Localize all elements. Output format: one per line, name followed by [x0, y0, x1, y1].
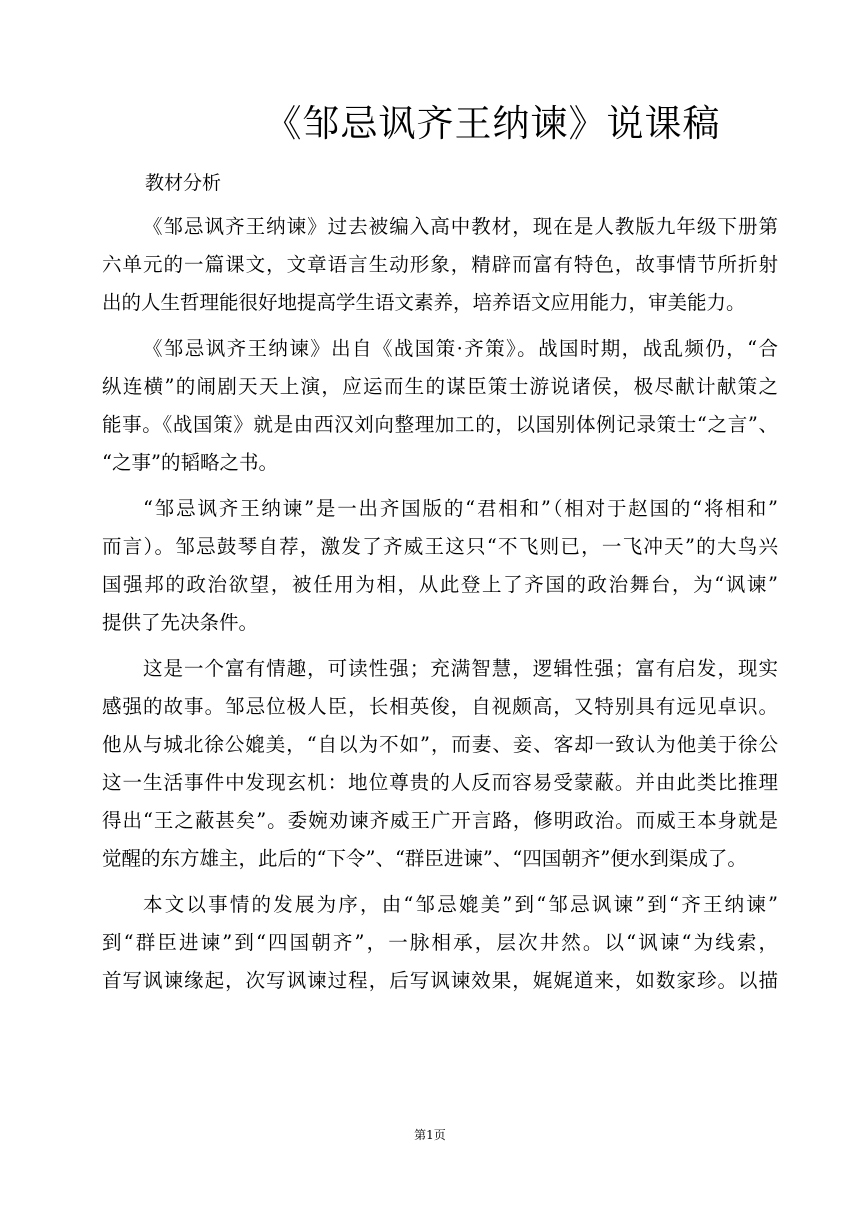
paragraph	[102, 886, 778, 1000]
page-number: 第1页	[414, 1128, 446, 1142]
paragraph	[102, 208, 778, 322]
paragraph	[102, 330, 778, 482]
page-title: 《邹忌讽齐王纳谏》说课稿	[264, 102, 721, 145]
paragraph	[102, 490, 778, 642]
text-line: 这是一个富有情趣，可读性强；充满智慧，逻辑性强；富有启发，现实	[143, 657, 778, 680]
text-line: 六单元的一篇课文，文章语言生动形象，精辟而富有特色，故事情节所折射	[102, 253, 778, 276]
text-line: “之事”的韬略之书。	[102, 451, 278, 474]
text-line: 首写讽谏缘起，次写讽谏过程，后写讽谏效果，娓娓道来，如数家珍。以描	[102, 969, 778, 992]
text-line: 出的人生哲理能很好地提高学生语文素养，培养语文应用能力，审美能力。	[102, 291, 746, 314]
text-line: 感强的故事。邹忌位极人臣，长相英俊，自视颇高，又特别具有远见卓识。	[102, 695, 778, 718]
text-line: 《邹忌讽齐王纳谏》过去被编入高中教材，现在是人教版九年级下册第	[143, 215, 778, 238]
text-line: 纵连横”的闹剧天天上演，应运而生的谋臣策士游说诸侯，极尽献计献策之	[102, 375, 778, 398]
body-text	[102, 208, 778, 1008]
text-line: 得出“王之蔽甚矣”。委婉劝谏齐威王广开言路，修明政治。而威王本身就是	[102, 809, 778, 832]
text-line: 国强邦的政治欲望，被任用为相，从此登上了齐国的政治舞台，为“讽谏”	[102, 573, 778, 596]
text-line: 到“群臣进谏”到“四国朝齐”，一脉相承，层次井然。以“讽谏“为线索，	[102, 931, 778, 954]
text-line: 本文以事情的发展为序，由“邹忌媲美”到“邹忌讽谏”到“齐王纳谏”	[143, 893, 778, 916]
text-line: 觉醒的东方雄主，此后的“下令”、“群臣进谏”、“四国朝齐”便水到渠成了。	[102, 847, 747, 870]
section-heading: 教材分析	[145, 172, 222, 194]
text-line: 而言）。邹忌鼓琴自荐，激发了齐威王这只“不飞则已，一飞冲天”的大鸟兴	[102, 535, 778, 558]
text-line: 《邹忌讽齐王纳谏》出自《战国策·齐策》。战国时期，战乱频仍，“合	[143, 337, 778, 360]
text-line: “邹忌讽齐王纳谏”是一出齐国版的“君相和”（相对于赵国的“将相和”	[143, 497, 778, 520]
paragraph	[102, 650, 778, 878]
text-line: 能事。《战国策》就是由西汉刘向整理加工的，以国别体例记录策士“之言”、	[102, 413, 778, 436]
text-line: 这一生活事件中发现玄机：地位尊贵的人反而容易受蒙蔽。并由此类比推理	[102, 771, 778, 794]
text-line: 提供了先决条件。	[102, 611, 259, 634]
text-line: 他从与城北徐公媲美，“自以为不如”，而妻、妾、客却一致认为他美于徐公	[102, 733, 778, 756]
